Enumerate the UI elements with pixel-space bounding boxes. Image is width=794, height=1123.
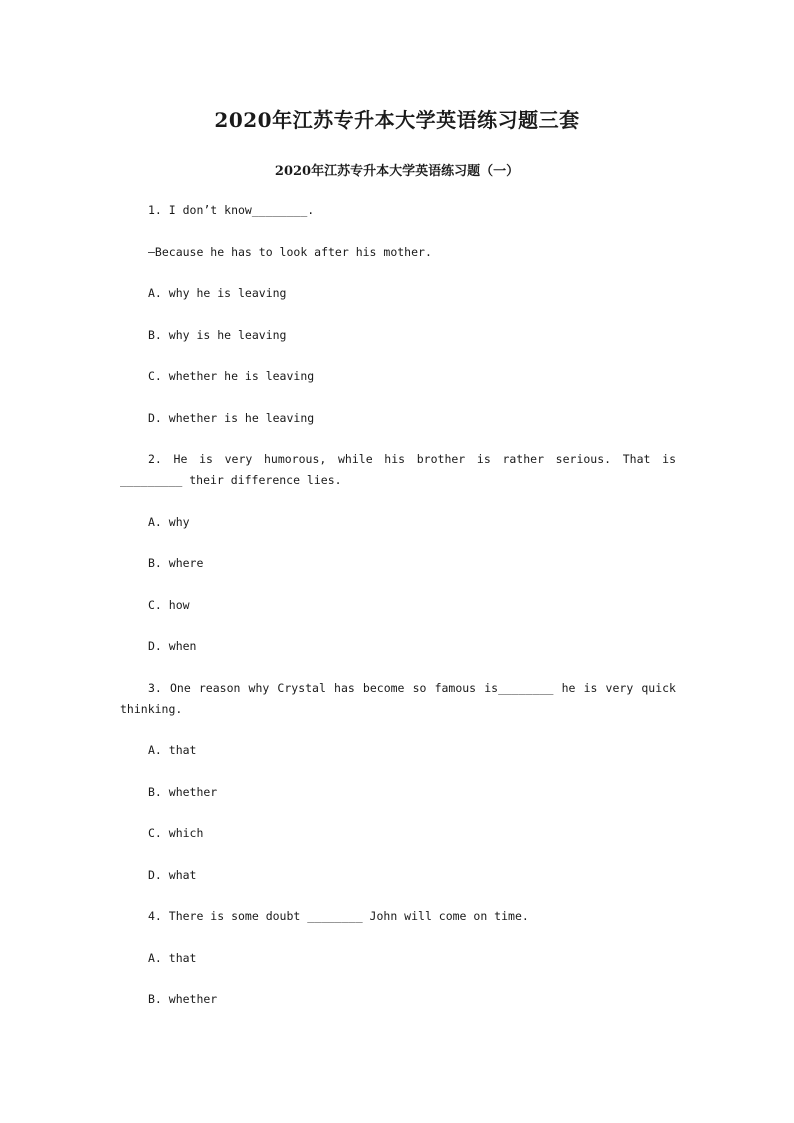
question-1-option-b: B. why is he leaving [148, 327, 287, 342]
question-1-response: —Because he has to look after his mother. [148, 244, 432, 259]
question-2-stem: 2. He is very humorous, while his brother is rather serious. That is _________ their difference lies. [120, 452, 676, 487]
question-4-option-a: A. that [148, 950, 197, 965]
question-3-option-c: C. which [148, 826, 204, 840]
question-1-option-d: D. whether is he leaving [148, 410, 315, 425]
question-2-option-a: A. why [148, 514, 190, 529]
question-4-stem: 4. There is some doubt ________ John will come on time. [148, 909, 529, 923]
question-3-option-d: D. what [148, 867, 197, 882]
question-3-option-a: A. that [148, 743, 197, 757]
question-2-option-b: B. where [148, 556, 204, 570]
section-title: 2020年江苏专升本大学英语练习题（一） [274, 164, 520, 179]
question-4-option-b: B. whether [148, 992, 218, 1006]
question-3-option-b: B. whether [148, 784, 218, 799]
document-body [120, 200, 676, 1031]
question-1-stem: 1. I don’t know________. [148, 203, 315, 217]
question-2-option-d: D. when [148, 639, 197, 653]
document-title: 2020年江苏专升本大学英语练习题三套 [214, 108, 580, 132]
question-3-stem: 3. One reason why Crystal has become so famous is________ he is very quick thinking. [120, 680, 676, 716]
question-1-option-a: A. why he is leaving [148, 286, 287, 300]
question-1-option-c: C. whether he is leaving [148, 369, 315, 383]
question-2-option-c: C. how [148, 597, 190, 612]
